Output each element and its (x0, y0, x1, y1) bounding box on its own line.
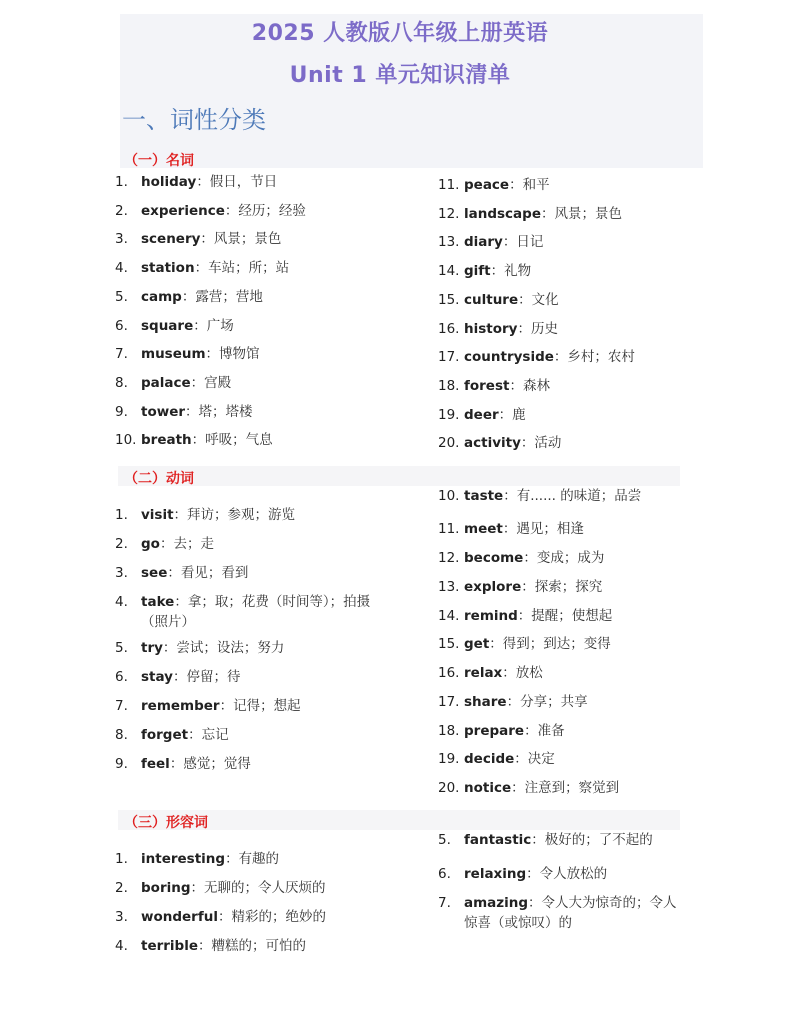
vocab-word: palace (141, 375, 191, 391)
vocab-meaning: ：极好的；了不起的 (531, 832, 653, 848)
item-number: 14. (438, 263, 460, 279)
document-title: 2025 人教版八年级上册英语 (251, 21, 549, 46)
item-number: 6. (115, 318, 128, 334)
vocab-word: feel (141, 756, 170, 772)
list-item (438, 721, 565, 741)
vocab-meaning: ：看见；看到 (167, 565, 249, 581)
item-number: 19. (438, 407, 460, 423)
item-number: 16. (438, 665, 460, 681)
item-number: 1. (115, 174, 128, 190)
vocab-meaning: ：去；走 (159, 536, 214, 552)
adjectives-heading: （三）形容词 (124, 815, 208, 831)
list-item (438, 232, 543, 252)
vocab-meaning: ：和平 (509, 177, 550, 193)
vocab-meaning: ：历史 (517, 321, 558, 337)
item-number: 8. (115, 727, 128, 743)
vocab-word: relaxing (464, 866, 527, 882)
verbs-heading-band (118, 466, 680, 486)
vocab-meaning: ：感觉；觉得 (169, 756, 251, 772)
list-item (115, 430, 273, 450)
list-item (438, 519, 584, 539)
list-item (115, 172, 277, 192)
vocab-meaning: ：糟糕的；可怕的 (198, 938, 306, 954)
vocab-word: gift (464, 263, 491, 279)
vocab-word: countryside (464, 349, 554, 365)
list-item (438, 864, 607, 884)
vocab-meaning: ：注意到；察觉到 (511, 780, 620, 796)
section-heading: 一、词性分类 (122, 106, 266, 134)
item-number: 9. (115, 756, 128, 772)
vocab-word: history (464, 321, 518, 337)
vocab-meaning: ：探索；探究 (521, 579, 603, 595)
vocab-meaning: ：忘记 (188, 727, 229, 743)
vocab-meaning: ：拜访；参观；游览 (173, 507, 296, 523)
list-item (115, 936, 306, 956)
vocab-meaning: ：令人放松的 (526, 866, 608, 882)
list-item (115, 563, 248, 583)
vocab-meaning: ：日记 (502, 234, 544, 250)
vocab-word: station (141, 260, 195, 276)
vocab-meaning: ：礼物 (490, 263, 532, 279)
vocab-word: landscape (464, 206, 541, 222)
list-item (115, 849, 279, 869)
item-number: 14. (438, 608, 460, 624)
vocab-meaning: ：博物馆 (205, 346, 260, 362)
vocab-word: visit (141, 507, 174, 523)
item-number: 3. (115, 231, 128, 247)
vocab-word: holiday (141, 174, 197, 190)
item-number: 17. (438, 349, 460, 365)
item-number: 10. (438, 488, 460, 504)
item-number: 19. (438, 751, 460, 767)
list-item (438, 893, 677, 933)
vocab-meaning: ：无聊的；令人厌烦的 (190, 880, 326, 896)
list-item (438, 606, 612, 626)
vocab-word: go (141, 536, 160, 552)
item-number: 2. (115, 203, 128, 219)
vocab-word: deer (464, 407, 499, 423)
vocab-meaning: ：放松 (502, 665, 543, 681)
list-item (115, 258, 289, 278)
vocab-word: take (141, 594, 175, 610)
vocab-word: taste (464, 488, 504, 504)
verbs-heading: （二）动词 (124, 471, 194, 487)
item-number: 3. (115, 565, 128, 581)
item-number: 2. (115, 536, 128, 552)
list-item (115, 878, 326, 898)
item-number: 10. (115, 432, 137, 448)
item-number: 5. (438, 832, 451, 848)
item-number: 6. (438, 866, 451, 882)
list-item (438, 778, 619, 798)
vocab-meaning: ：假日，节日 (196, 174, 278, 190)
item-number: 11. (438, 177, 460, 193)
item-number: 5. (115, 640, 128, 656)
list-item (438, 433, 561, 453)
document-subtitle: Unit 1 单元知识清单 (289, 63, 511, 88)
item-number: 7. (115, 698, 128, 714)
list-item (438, 577, 602, 597)
vocab-meaning: ：露营；营地 (181, 289, 263, 305)
vocab-meaning: ：车站；所；站 (194, 260, 290, 276)
item-number: 7. (115, 346, 128, 362)
vocab-meaning: ：精彩的；绝妙的 (217, 909, 326, 925)
item-number: 9. (115, 404, 128, 420)
vocab-word: share (464, 694, 507, 710)
item-number: 18. (438, 723, 460, 739)
vocab-meaning-continued: （照片） (141, 614, 195, 630)
list-item (115, 754, 251, 774)
vocab-word: camp (141, 289, 182, 305)
item-number: 15. (438, 636, 460, 652)
vocab-meaning: ：经历；经验 (224, 203, 306, 219)
vocab-meaning: ：广场 (193, 318, 234, 334)
vocab-word: notice (464, 780, 512, 796)
vocab-meaning: ：风景；景色 (540, 206, 622, 222)
item-number: 4. (115, 260, 128, 276)
item-number: 18. (438, 378, 460, 394)
vocab-word: remind (464, 608, 518, 624)
vocab-meaning: ：有...... 的味道；品尝 (503, 488, 642, 504)
list-item (115, 638, 284, 658)
vocab-word: boring (141, 880, 191, 896)
list-item (438, 830, 653, 850)
vocab-word: prepare (464, 723, 525, 739)
vocab-word: culture (464, 292, 519, 308)
list-item (438, 204, 622, 224)
item-number: 12. (438, 550, 460, 566)
vocab-meaning: ：决定 (514, 751, 555, 767)
vocab-meaning: ：塔；塔楼 (185, 404, 253, 420)
vocab-word: forest (464, 378, 510, 394)
vocab-word: wonderful (141, 909, 218, 925)
vocab-word: peace (464, 177, 510, 193)
vocab-word: try (141, 640, 163, 656)
item-number: 4. (115, 594, 128, 610)
list-item (438, 319, 558, 339)
vocab-meaning: ：风景；景色 (200, 231, 282, 247)
vocab-meaning: ：文化 (518, 292, 559, 308)
list-item (115, 667, 240, 687)
vocab-word: square (141, 318, 194, 334)
item-number: 4. (115, 938, 128, 954)
list-item (438, 347, 635, 367)
list-item (438, 548, 604, 568)
list-item (115, 696, 301, 716)
vocab-meaning: ：遇见；相逢 (502, 521, 584, 537)
item-number: 15. (438, 292, 460, 308)
list-item (438, 634, 611, 654)
vocab-meaning: ：有趣的 (225, 851, 280, 867)
list-item (438, 376, 550, 396)
vocab-meaning: ：尝试；设法；努力 (162, 640, 285, 656)
item-number: 1. (115, 507, 128, 523)
list-item (438, 749, 555, 769)
list-item (438, 261, 531, 281)
vocab-word: fantastic (464, 832, 532, 848)
vocab-meaning: ：拿；取；花费（时间等）；拍摄 (174, 594, 371, 610)
item-number: 6. (115, 669, 128, 685)
vocab-word: museum (141, 346, 206, 362)
list-item (115, 287, 263, 307)
vocab-meaning: ：准备 (524, 723, 565, 739)
item-number: 12. (438, 206, 460, 222)
vocab-word: meet (464, 521, 503, 537)
list-item (438, 692, 588, 712)
list-item (438, 405, 526, 425)
vocab-meaning: ：停留；待 (172, 669, 241, 685)
vocab-word: breath (141, 432, 192, 448)
vocab-word: amazing (464, 895, 529, 911)
vocab-meaning: ：乡村；农村 (553, 349, 635, 365)
vocab-meaning-continued: 惊喜（或惊叹）的 (464, 915, 572, 931)
list-item (115, 402, 253, 422)
vocab-meaning: ：活动 (520, 435, 562, 451)
vocab-word: scenery (141, 231, 201, 247)
vocab-meaning: ：提醒；使想起 (517, 608, 613, 624)
vocab-meaning: ：森林 (509, 378, 550, 394)
list-item (115, 505, 295, 525)
item-number: 3. (115, 909, 128, 925)
vocab-word: stay (141, 669, 173, 685)
item-number: 5. (115, 289, 128, 305)
list-item (115, 907, 326, 927)
vocab-word: interesting (141, 851, 226, 867)
list-item (115, 373, 231, 393)
list-item (438, 663, 543, 683)
list-item (115, 725, 229, 745)
vocab-meaning: ：得到；到达；变得 (489, 636, 611, 652)
item-number: 7. (438, 895, 451, 911)
vocab-word: relax (464, 665, 503, 681)
item-number: 17. (438, 694, 460, 710)
list-item (438, 486, 641, 506)
list-item (438, 175, 550, 195)
item-number: 11. (438, 521, 460, 537)
list-item (438, 290, 559, 310)
vocab-word: experience (141, 203, 225, 219)
vocab-word: terrible (141, 938, 198, 954)
item-number: 8. (115, 375, 128, 391)
vocab-meaning: ：呼吸；气息 (191, 432, 273, 448)
list-item (115, 592, 370, 632)
list-item (115, 534, 214, 554)
nouns-heading: （一）名词 (124, 153, 194, 169)
list-item (115, 201, 306, 221)
vocab-meaning: ：令人大为惊奇的；令人 (528, 895, 677, 911)
vocab-meaning: ：记得；想起 (219, 698, 301, 714)
vocab-word: forget (141, 727, 189, 743)
vocab-meaning: ：分享；共享 (506, 694, 588, 710)
vocab-word: tower (141, 404, 186, 420)
vocab-word: diary (464, 234, 503, 250)
item-number: 13. (438, 579, 460, 595)
vocab-word: become (464, 550, 524, 566)
item-number: 2. (115, 880, 128, 896)
vocab-word: activity (464, 435, 521, 451)
item-number: 13. (438, 234, 460, 250)
item-number: 16. (438, 321, 460, 337)
item-number: 20. (438, 780, 460, 796)
vocab-word: see (141, 565, 168, 581)
item-number: 20. (438, 435, 460, 451)
item-number: 1. (115, 851, 128, 867)
vocab-meaning: ：鹿 (498, 407, 526, 423)
list-item (115, 344, 260, 364)
vocab-word: get (464, 636, 490, 652)
list-item (115, 229, 281, 249)
vocab-word: explore (464, 579, 522, 595)
vocab-word: remember (141, 698, 220, 714)
vocab-word: decide (464, 751, 515, 767)
list-item (115, 316, 234, 336)
vocab-meaning: ：宫殿 (190, 375, 232, 391)
vocab-meaning: ：变成；成为 (523, 550, 605, 566)
